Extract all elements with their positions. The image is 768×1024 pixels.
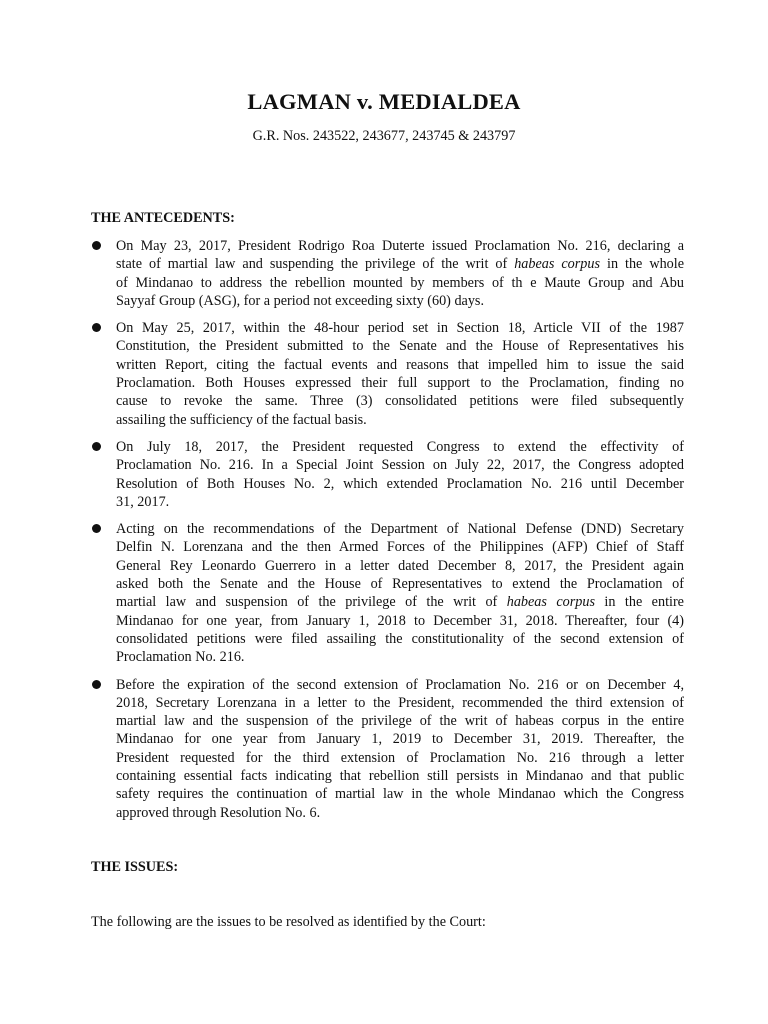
line-text: Proclamation No. 216. In a Special Joint Session on July 22, 2017, the Congress adopted — [116, 457, 684, 474]
line-text: written Report, citing the factual events and reasons that impelled him to issue the said — [116, 356, 684, 373]
line-text: On July 18, 2017, the President requested Congress to extend the effectivity of — [116, 438, 684, 455]
bullet-dot-icon — [92, 323, 101, 332]
line-text: martial law and the suspension of the privilege of the writ of habeas corpus in the entire — [116, 713, 684, 730]
paragraph-line — [116, 749, 684, 767]
paragraph-line — [116, 694, 684, 712]
paragraph-line — [116, 411, 684, 429]
paragraph-line — [116, 392, 684, 410]
antecedent-item — [91, 237, 684, 310]
paragraph-line — [116, 676, 684, 694]
line-text: Constitution, the President submitted to the Senate and the House of Representatives his — [116, 338, 684, 355]
line-text: On May 25, 2017, within the 48-hour period set in Section 18, Article VII of the 1987 — [116, 320, 684, 337]
line-text: Delfin N. Lorenzana and the then Armed Forces of the Philippines (AFP) Chief of Staff — [116, 539, 684, 556]
paragraph-line — [116, 575, 684, 593]
line-text: of Mindanao to address the rebellion mounted by members of th e Maute Group and Abu — [116, 274, 684, 291]
antecedent-item — [91, 520, 684, 666]
paragraph-line — [116, 456, 684, 474]
line-text: martial law and suspension of the privilege of the writ of — [116, 594, 507, 611]
paragraph-line — [116, 630, 684, 648]
antecedent-item — [91, 438, 684, 511]
line-text: On May 23, 2017, President Rodrigo Roa Duterte issued Proclamation No. 216, declaring a — [116, 238, 684, 254]
paragraph-line — [116, 712, 684, 730]
line-text: Before the expiration of the second extension of Proclamation No. 216 or on December 4, — [116, 676, 684, 693]
paragraph-line — [116, 593, 684, 611]
line-text: cause to revoke the same. Three (3) consolidated petitions were filed subsequently — [116, 393, 684, 410]
line-text: in the whole — [600, 256, 685, 273]
antecedents-list — [91, 237, 684, 822]
line-text: Proclamation. Both Houses expressed their full support to the Proclamation, finding no — [116, 375, 684, 392]
paragraph-line — [116, 767, 684, 785]
line-text: Sayyaf Group (ASG), for a period not exceeding sixty (60) days. — [116, 292, 484, 309]
italic-term: habeas corpus — [514, 256, 601, 273]
paragraph-line — [116, 274, 684, 292]
issues-heading: THE ISSUES: — [91, 859, 179, 875]
italic-term: habeas corpus — [506, 594, 595, 611]
paragraph-line — [116, 557, 684, 575]
line-text: President requested for the third extension of Proclamation No. 216 through a letter — [116, 749, 684, 766]
paragraph-line — [116, 520, 684, 538]
antecedent-item — [91, 676, 684, 822]
paragraph-line — [116, 785, 684, 803]
paragraph-line — [116, 475, 684, 493]
bullet-dot-icon — [92, 524, 101, 533]
issues-intro: The following are the issues to be resolved as identified by the Court: — [91, 914, 486, 930]
paragraph-line — [116, 730, 684, 748]
paragraph-line — [116, 438, 684, 456]
paragraph-line — [116, 804, 684, 822]
line-text: General Rey Leonardo Guerrero in a letter dated December 8, 2017, the President again — [116, 557, 684, 574]
line-text: 31, 2017. — [116, 493, 170, 510]
line-text: Acting on the recommendations of the Department of National Defense (DND) Secretary — [116, 521, 684, 538]
document-title: LAGMAN v. MEDIALDEA — [247, 89, 521, 114]
line-text: safety requires the continuation of martial law in the whole Mindanao which the Congress — [116, 786, 684, 803]
line-text: Mindanao for one year, from January 1, 2018 to December 31, 2018. Thereafter, four (4) — [116, 612, 684, 629]
line-text: state of martial law and suspending the privilege of the writ of — [116, 256, 515, 273]
paragraph-line — [116, 356, 684, 374]
line-text: consolidated petitions were filed assailing the constitutionality of the second extension of — [116, 630, 684, 647]
line-text: containing essential facts indicating that rebellion still persists in Mindanao and that public — [116, 768, 684, 785]
line-text: Resolution of Both Houses No. 2, which extended Proclamation No. 216 until December — [116, 475, 684, 492]
line-text: Proclamation No. 216. — [116, 649, 245, 666]
line-text: Mindanao for one year from January 1, 2019 to December 31, 2019. Thereafter, the — [116, 731, 684, 748]
antecedents-heading: THE ANTECEDENTS: — [91, 210, 235, 226]
paragraph-line — [116, 648, 684, 666]
line-text: approved through Resolution No. 6. — [116, 804, 321, 821]
paragraph-line — [116, 538, 684, 556]
paragraph-line — [116, 255, 684, 273]
bullet-dot-icon — [92, 680, 101, 689]
line-text: asked both the Senate and the House of Representatives to extend the Proclamation of — [116, 576, 684, 593]
paragraph-line — [116, 337, 684, 355]
line-text: assailing the sufficiency of the factual basis. — [116, 411, 367, 428]
paragraph-line — [116, 292, 684, 310]
bullet-dot-icon — [92, 442, 101, 451]
paragraph-line — [116, 374, 684, 392]
paragraph-line — [116, 319, 684, 337]
paragraph-line — [116, 237, 684, 255]
antecedent-item — [91, 319, 684, 429]
bullet-dot-icon — [92, 241, 101, 250]
paragraph-line — [116, 612, 684, 630]
case-numbers: G.R. Nos. 243522, 243677, 243745 & 243797 — [252, 128, 516, 144]
paragraph-line — [116, 493, 684, 511]
line-text: 2018, Secretary Lorenzana in a letter to the President, recommended the third extension of — [116, 694, 684, 711]
line-text: in the entire — [594, 594, 684, 611]
